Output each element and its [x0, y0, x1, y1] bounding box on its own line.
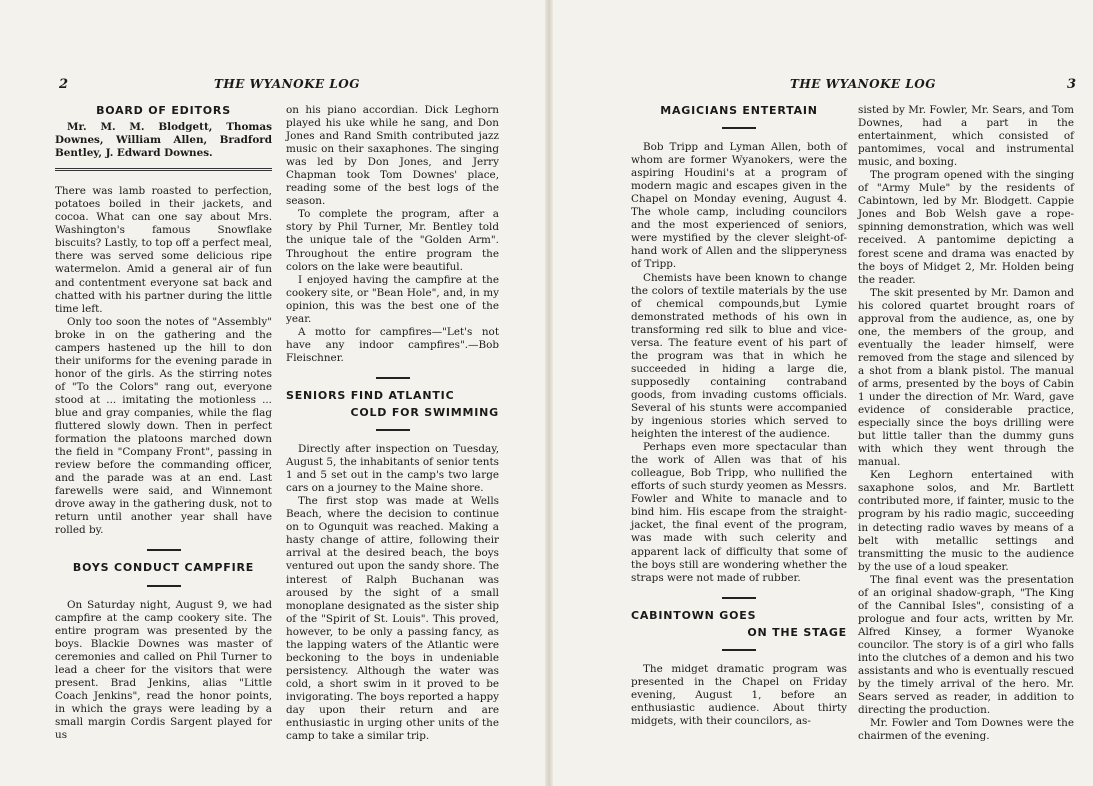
divider	[722, 649, 756, 651]
running-head-left: THE WYANOKE LOG	[214, 77, 360, 91]
right-column-2	[858, 104, 1074, 743]
campfire-heading: BOYS CONDUCT CAMPFIRE	[72, 561, 255, 575]
paragraph: The program opened with the singing of "Army Mule" by the residents of Cabintown, led by Mr. Blodgett. Cappie Jones and Bob Welsh gave a rope-spinning demonstration, which was well received. A pantomime depicting a forest scene and drama was enacted by the boys of Midget 2, Mr. Holden being the reader.	[858, 169, 1074, 286]
paragraph: Mr. Fowler and Tom Downes were the chairmen of the evening.	[858, 717, 1074, 743]
paragraph: Bob Tripp and Lyman Allen, both of whom are former Wyanokers, were the aspiring Houdini's at a program of modern magic and escapes given in the Chapel on Monday evening, August 4. The whole camp, including councilors and the most experienced of seniors, were mystified by the clever sleight-of-hand work of Allen and the slipperyness of Tripp.	[631, 141, 847, 271]
seniors-heading-line-2: COLD FOR SWIMMING	[350, 405, 499, 419]
paragraph: The midget dramatic program was presented in the Chapel on Friday evening, August 1, before an enthusiastic audience. About thirty midgets, with their councilors, as-	[631, 662, 847, 727]
right-column-1	[631, 104, 847, 728]
paragraph: sisted by Mr. Fowler, Mr. Sears, and Tom Downes, had a part in the entertainment, which consisted of pantomimes, vocal and instrumental music, and boxing.	[858, 104, 1074, 169]
divider	[55, 168, 272, 169]
paragraph: I enjoyed having the campfire at the cookery site, or "Bean Hole", and, in my opinion, this was the best one of the year.	[286, 273, 499, 325]
right-page	[553, 0, 1093, 786]
divider	[147, 549, 181, 551]
running-head-right: THE WYANOKE LOG	[790, 77, 936, 91]
page-number-left: 2	[59, 77, 69, 92]
divider	[55, 170, 272, 171]
left-page	[0, 0, 540, 786]
cabintown-heading-line-1: CABINTOWN GOES	[631, 608, 757, 622]
divider	[376, 377, 410, 379]
paragraph: The final event was the presentation of an original shadow-graph, "The King of the Cannibal Isles", consisting of a prologue and four acts, written by Mr. Alfred Kinsey, a former Wyanoke councilor. The story is of a girl who falls into the clutches of a demon and his two assistants and who is eventually rescued by the timely arrival of the hero. Mr. Sears served as reader, in addition to directing the production.	[858, 573, 1074, 717]
paragraph: The first stop was made at Wells Beach, where the decision to continue on to Ogunquit was reached. Making a hasty change of attire, following their arrival at the desired beach, the boys ventured out upon the sandy shore. The interest of Ralph Buchanan was aroused by the sight of a small monoplane designated as the sister ship of the "Spirit of St. Louis". This proved, however, to be only a passing fancy, as the lapping waters of the Atlantic were beckoning to the boys in undeniable persistency. Although the water was cold, a short swim in it proved to be invigorating. The boys reported a happy day upon their return and are enthusiastic in urging other units of the camp to take a similar trip.	[286, 495, 499, 743]
left-column-2	[286, 104, 499, 743]
magicians-heading: MAGICIANS ENTERTAIN	[660, 104, 818, 117]
book-spine	[545, 0, 553, 786]
paragraph: To complete the program, after a story by Phil Turner, Mr. Bentley told the unique tale of the "Golden Arm". Throughout the entire program the colors on the lake were beautiful.	[286, 208, 499, 273]
cabintown-heading-line-2: ON THE STAGE	[747, 625, 847, 639]
board-heading: BOARD OF EDITORS	[96, 104, 231, 117]
paragraph: on his piano accordian. Dick Leghorn played his uke while he sang, and Don Jones and Rand Smith contributed jazz music on their saxaphones. The singing was led by Don Jones, and Jerry Chapman took Tom Downes' place, reading some of the best logs of the season.	[286, 104, 499, 208]
paragraph: Chemists have been known to change the colors of textile materials by the use of chemical compounds,but Lymie demonstrated methods of his own in transforming red silk to blue and vice-versa. The feature event of his part of the program was that in which he succeeded in hiding a large die, supposedly containing contraband goods, from invading customs officials. Several of his stunts were accompanied by ingenious stories which served to heighten the interest of the audience.	[631, 271, 847, 441]
divider	[376, 429, 410, 431]
seniors-heading-line-1: SENIORS FIND ATLANTIC	[286, 388, 455, 402]
paragraph: On Saturday night, August 9, we had campfire at the camp cookery site. The entire program was presented by the boys. Blackie Downes was master of ceremonies and called on Phil Turner to lead a cheer for the visitors that were present. Brad Jenkins, alias "Little Coach Jenkins", read the honor points, in which the grays were leading by a small margin Cordis Sargent played for us	[55, 598, 272, 741]
paragraph: There was lamb roasted to perfection, potatoes boiled in their jackets, and cocoa. What can one say about Mrs. Washington's famous Snowflake biscuits? Lastly, to top off a perfect meal, there was served some delicious ripe watermelon. Amid a general air of fun and contentment everyone sat back and chatted with his partner during the little time left.	[55, 185, 272, 315]
divider	[722, 127, 756, 129]
paragraph: A motto for campfires—"Let's not have any indoor campfires".—Bob Fleischner.	[286, 325, 499, 364]
paragraph: The skit presented by Mr. Damon and his colored quartet brought roars of approval from the audience, as, one by one, the members of the group, and eventually the leader himself, were removed from the stage and silenced by a shot from a blank pistol. The manual of arms, presented by the boys of Cabin 1 under the direction of Mr. Ward, gave evidence of considerable practice, especially since the boys drilling were but little taller than the dummy guns with which they went through the manual.	[858, 286, 1074, 469]
left-column-1	[55, 104, 272, 742]
page-number-right: 3	[1067, 77, 1077, 92]
divider	[722, 597, 756, 599]
paragraph: Perhaps even more spectacular than the work of Allen was that of his colleague, Bob Tripp, who nullified the efforts of such sturdy yeomen as Messrs. Fowler and White to manacle and to bind him. His escape from the straight-jacket, the final event of the program, was made with such celerity and apparent lack of difficulty that some of the boys still are wondering whether the straps were not made of rubber.	[631, 441, 847, 584]
board-text: Mr. M. M. Blodgett, Thomas Downes, William Allen, Bradford Bentley, J. Edward Downes.	[55, 121, 272, 160]
paragraph: Ken Leghorn entertained with saxaphone solos, and Mr. Bartlett contributed more, if fainter, music to the program by his radio magic, succeeding in detecting radio waves by means of a belt with metallic settings and transmitting the music to the audience by the use of a loud speaker.	[858, 469, 1074, 573]
divider	[147, 585, 181, 587]
paragraph: Only too soon the notes of "Assembly" broke in on the gathering and the campers hastened up the hill to don their uniforms for the evening parade in honor of the girls. As the stirring notes of "To the Colors" rang out, everyone stood at ... imitating the motionless ... blue and gray companies, while the flag fluttered slowly down. Then in perfect formation the platoons marched down the field in "Company Front", passing in review before the commanding officer, and the parade was at an end. Last farewells were said, and Winnemont drove away in the gathering dusk, not to return until another year shall have rolled by.	[55, 315, 272, 537]
paragraph: Directly after inspection on Tuesday, August 5, the inhabitants of senior tents 1 and 5 set out in the camp's two large cars on a journey to the Maine shore.	[286, 443, 499, 495]
